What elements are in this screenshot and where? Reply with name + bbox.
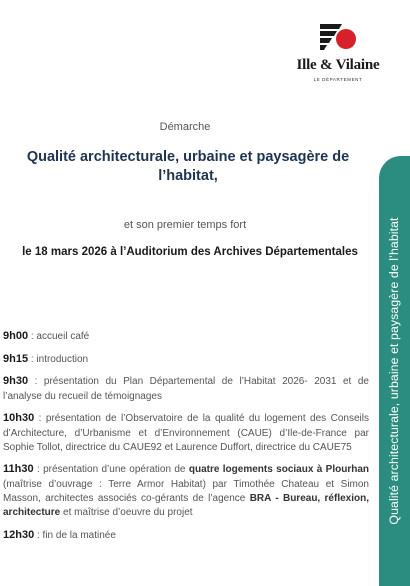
program-text: : introduction (28, 353, 89, 365)
program-text: : présentation d’une opération de (33, 464, 189, 476)
logo-name: Ille & Vilaine (296, 57, 380, 73)
program-text: (maîtrise d’ouvrage : Terre Armor Habitat) par Timothée Chateau et Simon Masson, architectes associés co-gérants de l’agence (3, 478, 369, 504)
program-time: 10h30 (3, 412, 35, 425)
logo-subtitle: LE DÉPARTEMENT (313, 77, 363, 82)
program-item (3, 374, 369, 403)
program-text: quatre logements sociaux à Plourhan (188, 464, 370, 476)
department-logo (288, 22, 388, 86)
program-text: et maîtrise d’oeuvre du projet (60, 507, 193, 519)
program-item (3, 411, 369, 455)
side-band (379, 156, 410, 586)
program-text: : accueil café (28, 331, 90, 342)
program-time: 9h30 (3, 375, 29, 388)
event-date: le 18 mars 2026 à l’Auditorium des Archives Départementales (22, 246, 358, 258)
side-band-text: Qualité architecturale, urbaine et paysagère de l’habitat (387, 217, 401, 525)
program-item (3, 352, 369, 367)
page-title: Qualité architecturale, urbaine et paysagère de l’habitat, (26, 149, 350, 184)
program-text: : présentation de l’ (34, 413, 126, 425)
program-text: Observatoire de la qualité du logement des Conseils d’Architecture, d’Urbanisme et d’Environnement (CAUE) d’Ile-de-France (3, 413, 369, 439)
program-item (3, 462, 369, 520)
ille-et-vilaine-emblem-icon (318, 22, 358, 54)
subtitle-text: et son premier temps fort (123, 219, 247, 231)
program-item (3, 528, 369, 543)
program-text: : présentation du Plan Départemental de l’Habitat 2026- 2031 et de l’analyse du recueil de témoignages (3, 376, 369, 402)
program-time: 12h30 (3, 528, 35, 541)
program-text: par Sophie Tollot, directrice du CAUE92 et Laurence Duffort, directrice du CAUE75 (3, 427, 369, 453)
program-list (3, 329, 369, 550)
program-text: : fin de la matinée (34, 529, 116, 541)
program-text: BRA - Bureau, réflexion, architecture (3, 492, 370, 519)
kicker-text: Démarche (159, 121, 211, 133)
program-time: 9h15 (3, 352, 29, 365)
program-time: 11h30 (3, 463, 34, 476)
program-item (3, 329, 369, 344)
program-time: 9h00 (3, 330, 29, 342)
